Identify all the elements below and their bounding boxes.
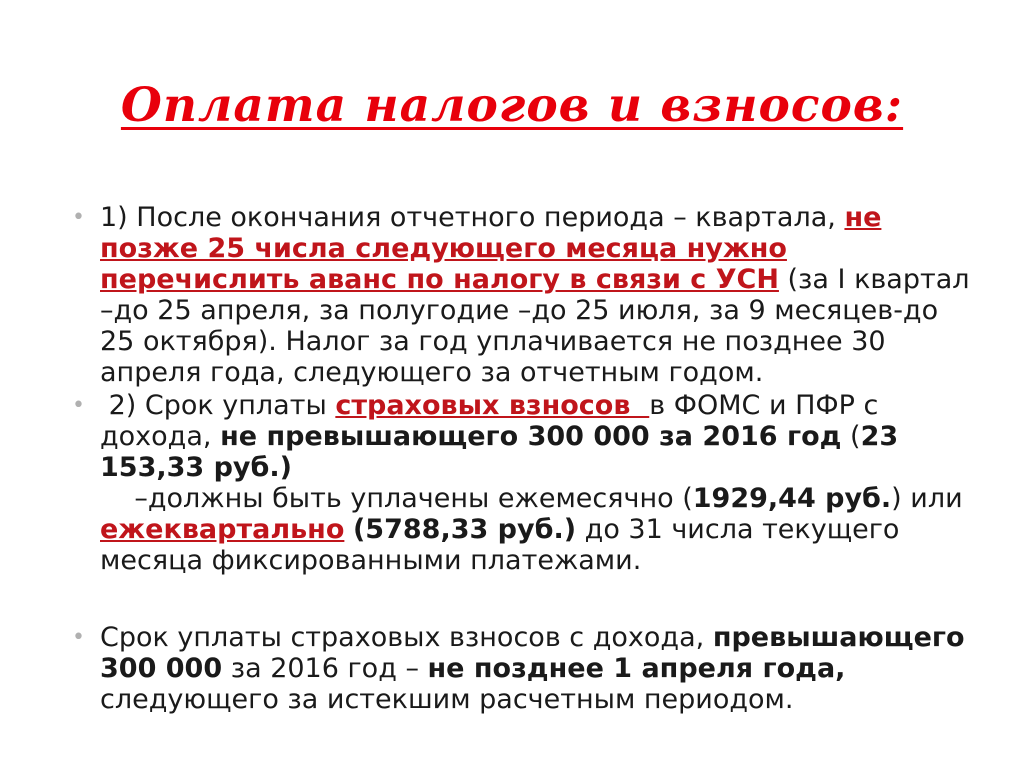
bullet-1-highlight: не позже 25 числа следующего месяца нужно перечислить аванс по налогу в связи с УСН	[100, 202, 882, 295]
bullet-3-year-text: за 2016 год –	[222, 653, 428, 684]
bullet-3-deadline: не позднее 1 апреля года,	[427, 653, 846, 684]
slide-title-text: Оплата налогов и взносов:	[120, 78, 904, 133]
bullet-item-1	[72, 202, 972, 388]
bullet-2-annual-amount: 23 153,33 руб.)	[100, 421, 899, 483]
bullet-3-income-limit: превышающего 300 000	[100, 622, 965, 684]
bullet-2-highlight-quarterly: ежеквартально	[100, 514, 345, 545]
slide-title	[0, 76, 1024, 136]
bullet-2-text-funds: в ФОМС и ПФР с дохода,	[100, 390, 879, 452]
bullet-1-text: 1) После окончания отчетного периода – квартала,	[100, 202, 845, 233]
bullet-item-3	[72, 622, 972, 715]
bullet-3-text: Срок уплаты страховых взносов с дохода,	[100, 622, 713, 653]
bullet-2-deadline-text: до 31 числа текущего месяца фиксированными платежами.	[100, 514, 900, 576]
bullet-2-highlight-contributions: страховых взносов	[335, 390, 650, 421]
bullet-1-details: (за I квартал –до 25 апреля, за полугодие –до 25 июля, за 9 месяцев-до 25 октября). Налог за год уплачивается не позднее 30 апреля года, следующего за отчетным годом.	[100, 264, 970, 388]
bullet-2-income-limit: не превышающего 300 000 за 2016 год	[220, 421, 842, 452]
bullet-2-monthly-amount: 1929,44 руб.	[692, 483, 892, 514]
bullet-2-space	[344, 514, 353, 545]
bullet-dot-icon: •	[72, 625, 85, 650]
bullet-2-text: 2) Срок уплаты	[100, 390, 336, 421]
bullet-3-period-text: следующего за истекшим расчетным периодом.	[100, 684, 794, 715]
bullet-list	[72, 202, 972, 715]
bullet-2-paren-open: (	[841, 421, 861, 452]
bullet-2-or-text: ) или	[891, 483, 963, 514]
bullet-2-monthly-text: –должны быть уплачены ежемесячно (	[100, 483, 693, 514]
bullet-dot-icon: •	[72, 393, 85, 418]
bullet-item-2	[72, 390, 972, 576]
bullet-2-quarterly-amount: (5788,33 руб.)	[352, 514, 577, 545]
bullet-dot-icon: •	[72, 205, 85, 230]
